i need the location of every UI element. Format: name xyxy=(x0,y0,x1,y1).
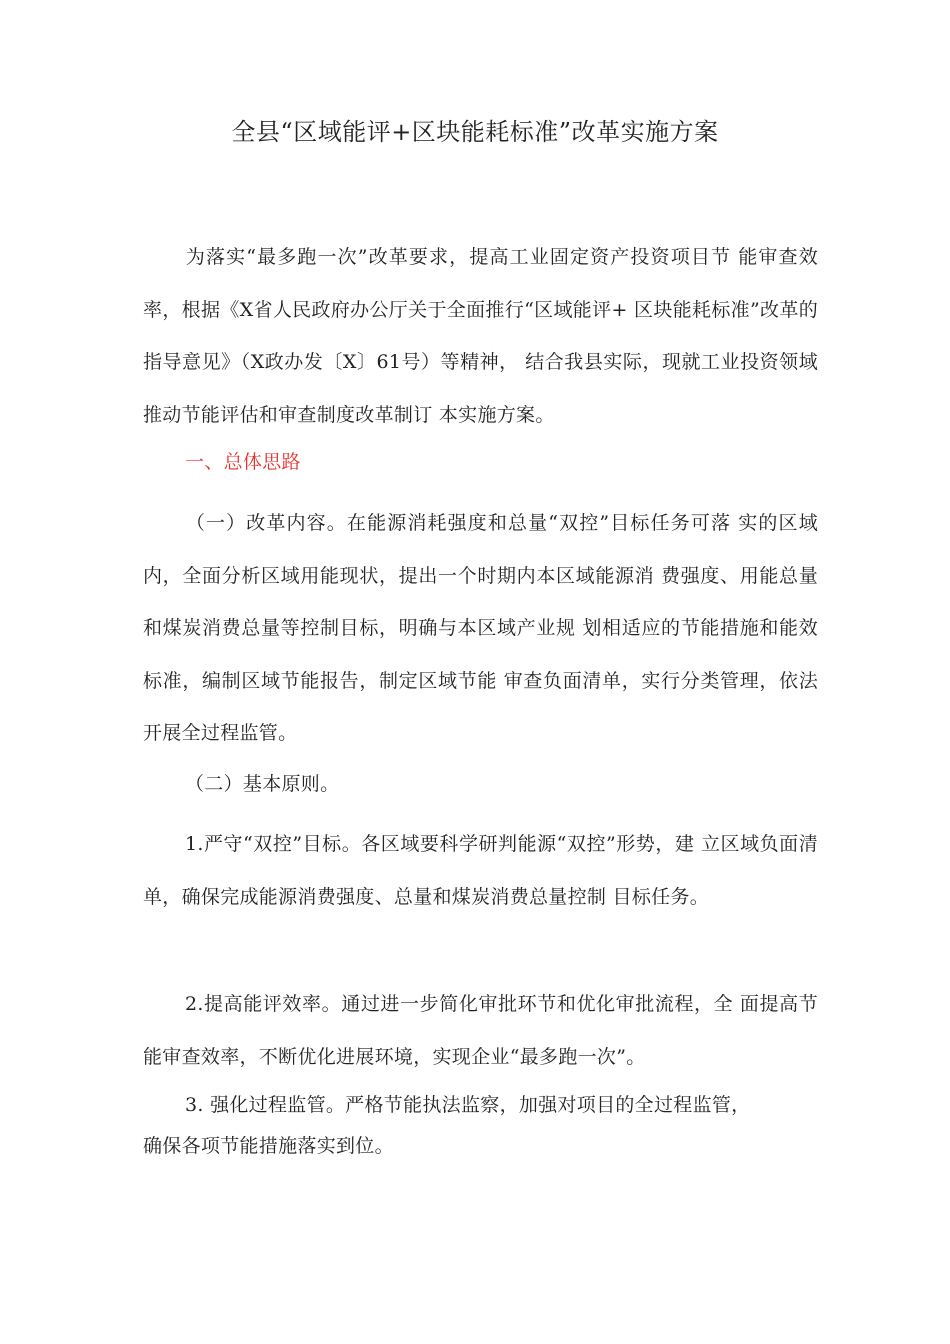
principle-item-3-line1: 3. 强化过程监管。严格节能执法监察，加强对项目的全过程监管， xyxy=(185,1094,751,1116)
subsection-basic-principles xyxy=(143,758,818,811)
principle-item-2-text: 2.提高能评效率。通过进一步简化审批环节和优化审批流程，全 面提高节能审查效率，不断优化进展环境，实现企业“最多跑一次”。 xyxy=(143,993,818,1068)
document-title: 全县“区域能评+区块能耗标准”改革实施方案 xyxy=(231,118,719,146)
principle-item-1 xyxy=(143,818,818,923)
section-heading-text: 一、总体思路 xyxy=(185,451,301,473)
principle-item-3-line2: 确保各项节能措施落实到位。 xyxy=(143,1135,394,1157)
subsection-principles-text: （二）基本原则。 xyxy=(185,773,340,795)
subsection-reform-content xyxy=(143,497,818,760)
subsection-reform-text: （一）改革内容。在能源消耗强度和总量“双控”目标任务可落 实的区域内，全面分析区域用能现状，提出一个时期内本区域能源消 费强度、用能总量和煤炭消费总量等控制目标，明确与本区域产业规 划相适应的节能措施和能效标准，编制区域节能报告，制定区域节能 审查负面清单，实行分类管理，依法开展全过程监管。 xyxy=(143,512,818,744)
intro-paragraph xyxy=(143,231,818,441)
section-heading-overall xyxy=(143,436,818,489)
principle-item-2 xyxy=(143,978,818,1083)
principle-item-3 xyxy=(143,1085,818,1167)
intro-text: 为落实“最多跑一次”改革要求，提高工业固定资产投资项目节 能审查效率，根据《X省人民政府办公厅关于全面推行“区域能评+ 区块能耗标准”改革的指导意见》（X政办发〔X〕61号）等精神， 结合我县实际，现就工业投资领域推动节能评估和审查制度改革制订 本实施方案。 xyxy=(143,246,818,426)
principle-item-1-text: 1.严守“双控”目标。各区域要科学研判能源“双控”形势，建 立区域负面清单，确保完成能源消费强度、总量和煤炭消费总量控制 目标任务。 xyxy=(143,833,818,908)
